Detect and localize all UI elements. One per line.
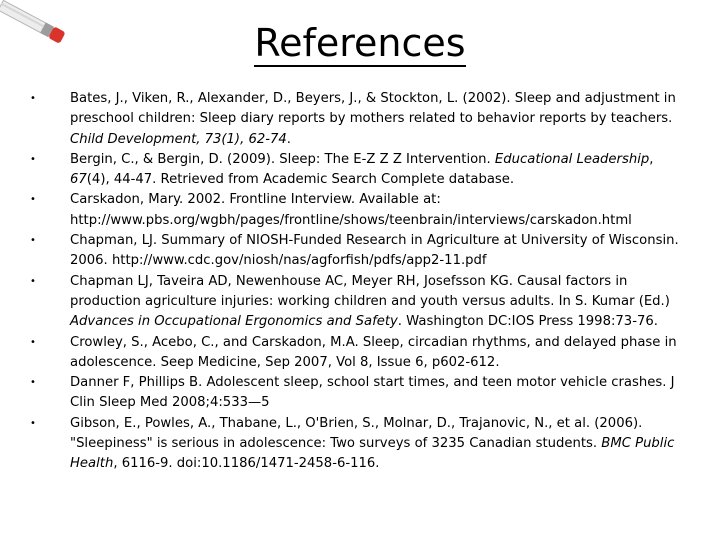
reference-segment: . Washington DC:IOS Press 1998:73-76.	[397, 314, 658, 330]
reference-item	[30, 231, 685, 272]
reference-italic-segment: Advances in Occupational Ergonomics and Safety	[70, 314, 398, 330]
reference-text	[70, 192, 632, 227]
reference-text	[70, 233, 679, 268]
reference-segment: Chapman, LJ. Summary of NIOSH-Funded Research in Agriculture at University of Wisconsin. 2006. http://www.cdc.gov/niosh/nas/agforfish/pdfs/app2-11.pdf	[70, 233, 679, 269]
reference-item	[30, 333, 685, 374]
page-title	[0, 18, 720, 68]
reference-segment: , 6116-9. doi:10.1186/1471-2458-6-116.	[113, 456, 380, 472]
reference-text	[70, 335, 677, 370]
reference-text	[70, 152, 653, 187]
reference-segment: Bergin, C., & Bergin, D. (2009). Sleep: The E-Z Z Z Intervention.	[70, 151, 495, 167]
bullet-icon: •	[30, 336, 36, 348]
reference-segment: Danner F, Phillips B. Adolescent sleep, school start times, and teen motor vehicle crashes. J Clin Sleep Med 2008;4:533—5	[70, 375, 675, 411]
reference-list	[30, 89, 685, 475]
bullet-icon: •	[30, 194, 36, 206]
bullet-icon: •	[30, 275, 36, 287]
reference-italic-segment: BMC Public Health	[70, 436, 675, 472]
reference-segment: Carskadon, Mary. 2002. Frontline Interview. Available at: http://www.pbs.org/wgbh/pages/frontline/shows/teenbrain/interviews/carskadon.html	[70, 192, 632, 228]
reference-italic-segment: Educational Leadership	[494, 151, 650, 167]
bullet-icon: •	[30, 93, 36, 104]
reference-item	[30, 89, 685, 150]
bullet-icon: •	[30, 417, 36, 429]
page-title-text: References	[254, 21, 466, 65]
reference-item	[30, 373, 685, 414]
reference-item	[30, 272, 685, 333]
reference-text	[70, 375, 675, 410]
reference-segment: Gibson, E., Powles, A., Thabane, L., O'Brien, S., Molnar, D., Trajanovic, N., et al. (2006). "Sleepiness" is serious in adolescence: Two surveys of 3235 Canadian students.	[70, 415, 643, 452]
reference-item	[30, 190, 685, 231]
reference-item	[30, 414, 685, 475]
bullet-icon: •	[30, 153, 36, 165]
reference-segment: .	[286, 131, 291, 147]
reference-italic-segment: 67	[70, 172, 87, 188]
bullet-icon: •	[30, 235, 36, 247]
reference-segment: Bates, J., Viken, R., Alexander, D., Beyers, J., & Stockton, L. (2002). Sleep and adjustment in preschool children: Sleep diary reports by mothers related to behavior reports by teachers.	[70, 91, 676, 127]
reference-text	[70, 416, 674, 472]
reference-segment: Chapman LJ, Taveira AD, Newenhouse AC, Meyer RH, Josefsson KG. Causal factors in production agriculture injuries: working children and youth versus adults. In S. Kumar (Ed.)	[70, 273, 670, 309]
reference-text	[70, 91, 676, 147]
reference-segment: Crowley, S., Acebo, C., and Carskadon, M.A. Sleep, circadian rhythms, and delayed phase in adolescence. Seep Medicine, Sep 2007, Vol 8, Issue 6, p602-612.	[70, 334, 677, 370]
reference-item	[30, 150, 685, 191]
reference-segment: ,	[649, 151, 654, 167]
bullet-icon: •	[30, 377, 36, 389]
reference-text	[70, 274, 670, 330]
reference-segment: (4), 44-47. Retrieved from Academic Search Complete database.	[86, 172, 515, 188]
reference-italic-segment: Child Development, 73(1), 62-74	[70, 131, 287, 147]
